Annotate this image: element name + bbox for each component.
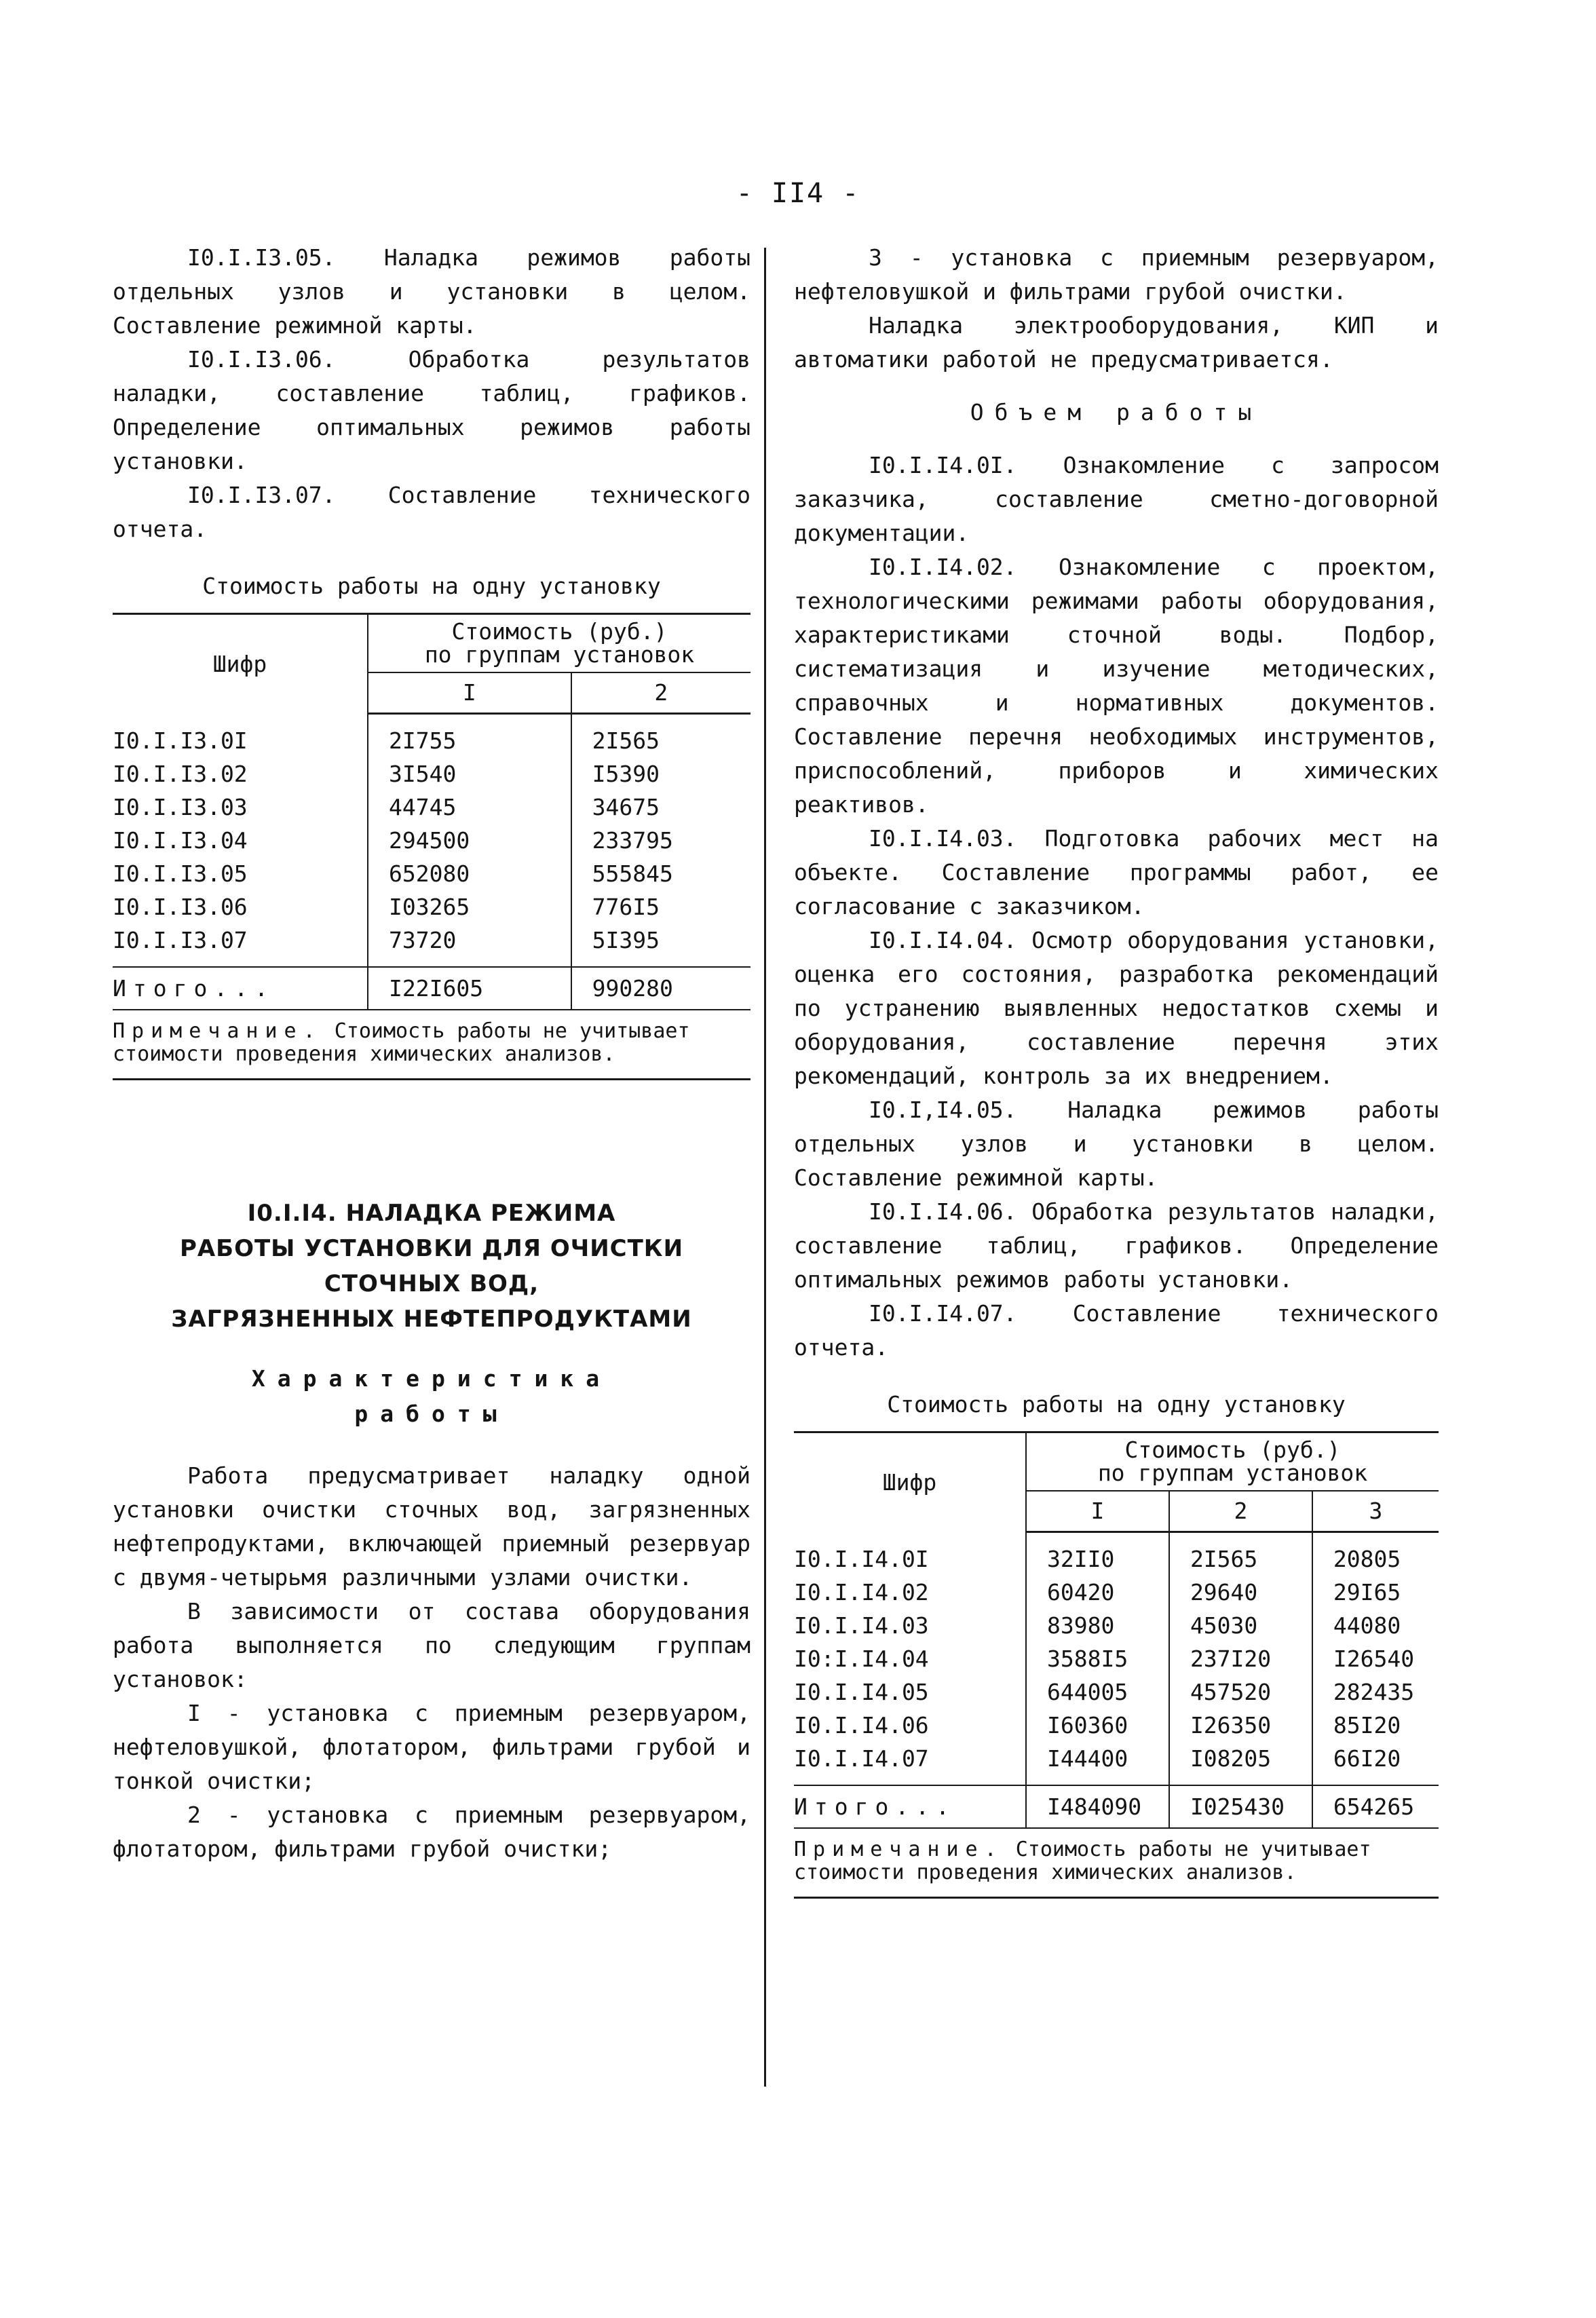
- cost-table-13: [113, 613, 750, 1010]
- row-value-1: 644005: [1026, 1675, 1169, 1709]
- group-description: 3 - установка с приемным резервуаром, нефтеловушкой и фильтрами грубой очистки.: [794, 244, 1439, 305]
- row-value-2: 2I565: [1169, 1542, 1312, 1576]
- row-code: I0.I.I4.05: [794, 1679, 929, 1705]
- scope-item: I0.I,I4.05. Наладка режимов работы отдельных узлов и установки в целом. Составление режимной карты.: [794, 1097, 1439, 1191]
- row-value-2: 45030: [1169, 1609, 1312, 1642]
- table-note: [794, 1838, 1439, 1884]
- row-value-3: 44080: [1312, 1609, 1439, 1642]
- item-13-06: I0.I.I3.06. Обработка результатов наладки, составление таблиц, графиков. Определение оптимальных режимов работы установки.: [113, 346, 750, 474]
- body-paragraph: В зависимости от состава оборудования работа выполняется по следующим группам установок:: [113, 1598, 750, 1692]
- row-code: I0.I.I3.07: [113, 927, 248, 953]
- row-value-1: 2I755: [368, 724, 571, 757]
- group-header: [1026, 1432, 1439, 1492]
- total-value-1: I484090: [1026, 1785, 1169, 1828]
- row-value-3: I26540: [1312, 1642, 1439, 1675]
- row-code: I0.I.I3.03: [113, 794, 248, 820]
- row-value-2: 776I5: [571, 890, 750, 924]
- scope-item: I0.I.I4.0I. Ознакомление с запросом заказчика, составление сметно-договорной документации.: [794, 452, 1439, 546]
- page-number: - II4 -: [736, 178, 860, 209]
- row-value-1: 60420: [1026, 1576, 1169, 1609]
- scope-item: I0.I.I4.04. Осмотр оборудования установки, оценка его состояния, разработка рекомендаций по устранению выявленных недостатков схемы и оборудования, составление перечня этих рекомендаций, контроль за их внедрением.: [794, 927, 1439, 1089]
- code-header: Шифр: [113, 614, 368, 714]
- row-value-3: 282435: [1312, 1675, 1439, 1709]
- row-code: I0.I.I4.06: [794, 1712, 929, 1738]
- body-paragraph: Работа предусматривает наладку одной установки очистки сточных вод, загрязненных нефтепродуктами, включающей приемный резервуар с двумя-четырьмя различными узлами очистки.: [113, 1462, 750, 1591]
- row-value-2: 29640: [1169, 1576, 1312, 1609]
- group-header-line2: по группам установок: [424, 641, 695, 668]
- row-value-1: I60360: [1026, 1709, 1169, 1742]
- table-row: [113, 791, 750, 824]
- total-value-2: 990280: [571, 967, 750, 1010]
- row-value-2: I5390: [571, 757, 750, 791]
- note-rule: [113, 1078, 750, 1080]
- table-row: [113, 724, 750, 757]
- section-title-line: СТОЧНЫХ ВОД,: [324, 1270, 539, 1297]
- table-row: [794, 1542, 1439, 1576]
- table-row: [794, 1742, 1439, 1775]
- scope-item: I0.I.I4.06. Обработка результатов наладки, составление таблиц, графиков. Определение оптимальных режимов работы установки.: [794, 1198, 1439, 1293]
- group-description: I - установка с приемным резервуаром, нефтеловушкой, флотатором, фильтрами грубой и тонкой очистки;: [113, 1700, 750, 1794]
- total-value-1: I22I605: [368, 967, 571, 1010]
- total-row: [794, 1785, 1439, 1828]
- item-13-05: I0.I.I3.05. Наладка режимов работы отдельных узлов и установки в целом. Составление режимной карты.: [113, 244, 750, 339]
- total-row: [113, 967, 750, 1010]
- group-header: [368, 614, 750, 673]
- row-code: I0.I.I3.0I: [113, 727, 248, 754]
- group-number: 2: [1169, 1491, 1312, 1532]
- group-number: I: [1026, 1491, 1169, 1532]
- row-value-1: 73720: [368, 924, 571, 957]
- scope-item: I0.I.I4.03. Подготовка рабочих мест на объекте. Составление программы работ, ее согласование с заказчиком.: [794, 825, 1439, 919]
- group-number: I: [368, 672, 571, 714]
- scope-item: I0.I.I4.07. Составление технического отчета.: [794, 1300, 1439, 1361]
- row-code: I0.I.I3.02: [113, 761, 248, 787]
- row-code: I0.I.I3.05: [113, 860, 248, 887]
- group-number: 2: [571, 672, 750, 714]
- row-value-1: 44745: [368, 791, 571, 824]
- row-value-2: 457520: [1169, 1675, 1312, 1709]
- right-column: [794, 241, 1439, 1899]
- group-header-line1: Стоимость (руб.): [451, 618, 668, 645]
- row-code: I0.I.I4.03: [794, 1612, 929, 1639]
- table-row: [794, 1709, 1439, 1742]
- characteristic-heading: [113, 1361, 750, 1432]
- row-code: I0.I.I4.02: [794, 1579, 929, 1606]
- row-value-3: 20805: [1312, 1542, 1439, 1576]
- section-title-line: I0.I.I4. НАЛАДКА РЕЖИМА: [247, 1200, 616, 1227]
- group-description: 2 - установка с приемным резервуаром, флотатором, фильтрами грубой очистки;: [113, 1802, 750, 1862]
- table-row: [113, 824, 750, 857]
- table-row: [113, 757, 750, 791]
- column-divider: [764, 248, 766, 2087]
- row-code: I0.I.I4.07: [794, 1745, 929, 1772]
- table-row: [794, 1609, 1439, 1642]
- group-header-line2: по группам установок: [1097, 1460, 1368, 1486]
- row-value-1: 3I540: [368, 757, 571, 791]
- table-note: [113, 1020, 750, 1066]
- section-title-line: РАБОТЫ УСТАНОВКИ ДЛЯ ОЧИСТКИ: [179, 1235, 684, 1262]
- total-value-3: 654265: [1312, 1785, 1439, 1828]
- row-value-1: 652080: [368, 857, 571, 890]
- row-value-1: I03265: [368, 890, 571, 924]
- row-value-3: 66I20: [1312, 1742, 1439, 1775]
- row-value-1: I44400: [1026, 1742, 1169, 1775]
- total-value-2: I025430: [1169, 1785, 1312, 1828]
- row-code: I0.I.I3.06: [113, 894, 248, 920]
- section-title-line: ЗАГРЯЗНЕННЫХ НЕФТЕПРОДУКТАМИ: [171, 1306, 692, 1333]
- table-row: [794, 1642, 1439, 1675]
- row-value-2: 5I395: [571, 924, 750, 957]
- row-code: I0.I.I3.04: [113, 827, 248, 854]
- row-code: I0.I.I4.0I: [794, 1546, 929, 1572]
- row-value-2: 555845: [571, 857, 750, 890]
- code-header: Шифр: [794, 1432, 1026, 1532]
- group-header-line1: Стоимость (руб.): [1124, 1437, 1341, 1463]
- scope-item: I0.I.I4.02. Ознакомление с проектом, технологическими режимами работы оборудования, характеристиками сточной воды. Подбор, систематизация и изучение методических, справочных и нормативных документов. Составление перечня необходимых инструментов, приспособлений, приборов и химических реактивов.: [794, 554, 1439, 818]
- table-row: [794, 1576, 1439, 1609]
- row-value-2: I26350: [1169, 1709, 1312, 1742]
- row-value-2: 237I20: [1169, 1642, 1312, 1675]
- table-caption: Стоимость работы на одну установку: [887, 1391, 1346, 1418]
- section-title: [113, 1196, 750, 1337]
- note-label: Примечание.: [113, 1019, 322, 1043]
- characteristic-line: Характеристика: [251, 1365, 612, 1392]
- row-value-2: I08205: [1169, 1742, 1312, 1775]
- total-label: Итого...: [113, 967, 368, 1010]
- row-value-3: 85I20: [1312, 1709, 1439, 1742]
- table-caption: Стоимость работы на одну установку: [202, 573, 661, 599]
- table-row: [794, 1675, 1439, 1709]
- table-row: [113, 924, 750, 957]
- item-13-07: I0.I.I3.07. Составление технического отчета.: [113, 482, 750, 542]
- row-value-1: 294500: [368, 824, 571, 857]
- row-code: I0:I.I4.04: [794, 1646, 929, 1672]
- note-label: Примечание.: [794, 1838, 1004, 1861]
- scope-heading: Объем работы: [970, 399, 1263, 425]
- total-label: Итого...: [794, 1785, 1026, 1828]
- row-value-3: 29I65: [1312, 1576, 1439, 1609]
- electro-note: Наладка электрооборудования, КИП и автоматики работой не предусматривается.: [794, 312, 1439, 373]
- row-value-1: 32II0: [1026, 1542, 1169, 1576]
- table-row: [113, 857, 750, 890]
- note-text: Стоимость работы не учитывает стоимости проведения химических анализов.: [113, 1019, 690, 1066]
- row-value-2: 2I565: [571, 724, 750, 757]
- left-column: [113, 241, 750, 1866]
- group-number: 3: [1312, 1491, 1439, 1532]
- note-rule: [794, 1897, 1439, 1899]
- table-row: [113, 890, 750, 924]
- note-text: Стоимость работы не учитывает стоимости проведения химических анализов.: [794, 1838, 1371, 1884]
- characteristic-line: работы: [354, 1401, 509, 1427]
- cost-table-14: [794, 1431, 1439, 1829]
- row-value-2: 34675: [571, 791, 750, 824]
- row-value-2: 233795: [571, 824, 750, 857]
- row-value-1: 3588I5: [1026, 1642, 1169, 1675]
- row-value-1: 83980: [1026, 1609, 1169, 1642]
